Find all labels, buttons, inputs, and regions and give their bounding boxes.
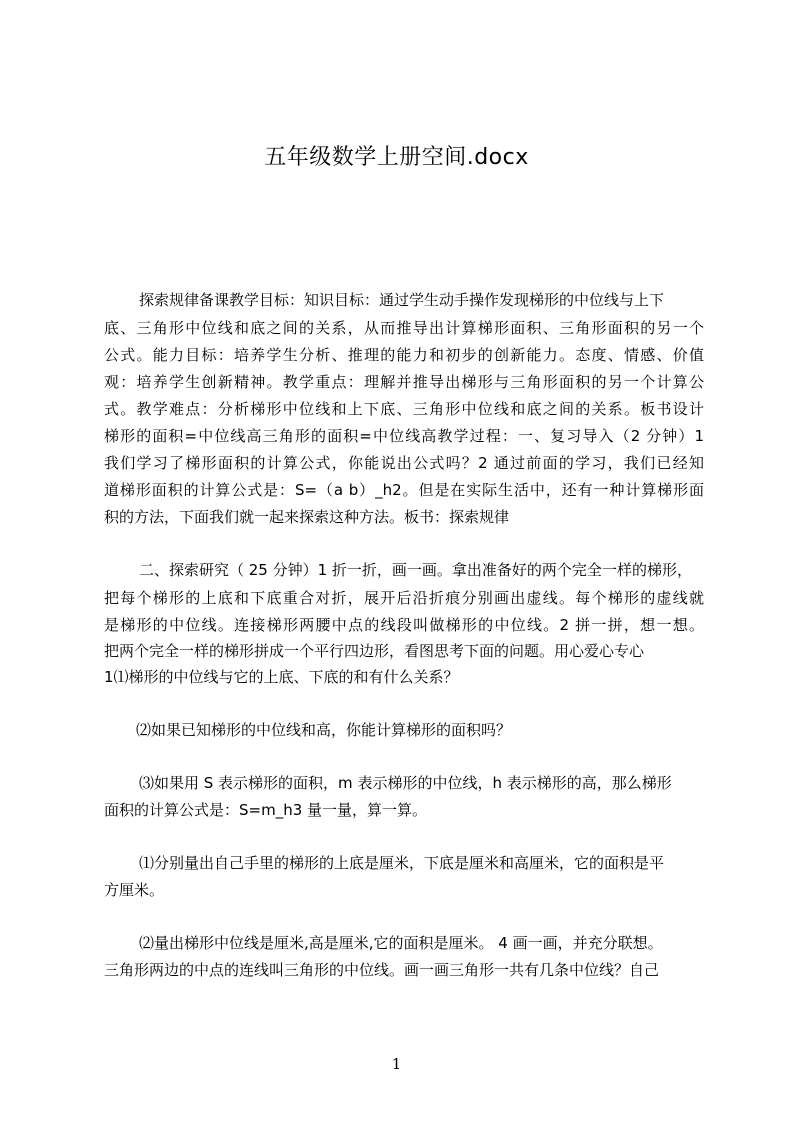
paragraph-line: 方厘米。	[104, 881, 165, 899]
paragraph-line: 梯形的面积=中位线高三角形的面积=中位线高教学过程：一、复习导入（2 分钟）1	[104, 427, 704, 445]
paragraph-line: 我们学习了梯形面积的计算公式，你能说出公式吗？2 通过前面的学习，我们已经知	[104, 454, 704, 472]
paragraph-line: 道梯形面积的计算公式是：S=（a b）_h2。但是在实际生活中，还有一种计算梯形面	[104, 481, 704, 499]
paragraph-line: 三角形两边的中点的连线叫三角形的中位线。画一画三角形一共有几条中位线？自己	[104, 961, 660, 979]
paragraph-line: 面积的计算公式是：S=m_h3 量一量，算一算。	[104, 801, 428, 819]
paragraph-line: 把每个梯形的上底和下底重合对折，展开后沿折痕分别画出虚线。每个梯形的虚线就	[104, 589, 704, 607]
page-number: 1	[391, 1055, 402, 1073]
paragraph-line: 二、探索研究（ 25 分钟）1 折一折，画一画。拿出准备好的两个完全一样的梯形，	[139, 561, 692, 579]
paragraph-line: 观：培养学生创新精神。教学重点：理解并推导出梯形与三角形面积的另一个计算公	[104, 373, 704, 391]
paragraph-line: 底、三角形中位线和底之间的关系，从而推导出计算梯形面积、三角形面积的另一个	[104, 319, 704, 337]
paragraph-line: 探索规律备课教学目标：知识目标：通过学生动手操作发现梯形的中位线与上下	[139, 291, 665, 309]
paragraph-line: ⑵量出梯形中位线是厘米,高是厘米,它的面积是厘米。 4 画一画，并充分联想。	[139, 934, 663, 952]
paragraph-line: 式。教学难点：分析梯形中位线和上下底、三角形中位线和底之间的关系。板书设计	[104, 400, 704, 418]
paragraph-line: ⑴分别量出自己手里的梯形的上底是厘米，下底是厘米和高厘米，它的面积是平	[139, 854, 665, 872]
paragraph-line: 积的方法，下面我们就一起来探索这种方法。板书：探索规律	[104, 508, 510, 526]
paragraph-line: ⑶如果用 S 表示梯形的面积，m 表示梯形的中位线，h 表示梯形的高，那么梯形	[139, 774, 672, 792]
paragraph-line: 公式。能力目标：培养学生分析、推理的能力和初步的创新能力。态度、情感、价值	[104, 346, 704, 364]
paragraph-line: 把两个完全一样的梯形拼成一个平行四边形，看图思考下面的问题。用心爱心专心	[104, 642, 645, 660]
paragraph-line: 1⑴梯形的中位线与它的上底、下底的和有什么关系？	[104, 668, 459, 686]
paragraph-line: 是梯形的中位线。连接梯形两腰中点的线段叫做梯形的中位线。2 拼一拼，想一想。	[104, 616, 704, 634]
document-title: 五年级数学上册空间.docx	[264, 145, 529, 170]
paragraph-line: ⑵如果已知梯形的中位线和高，你能计算梯形的面积吗？	[136, 721, 512, 739]
